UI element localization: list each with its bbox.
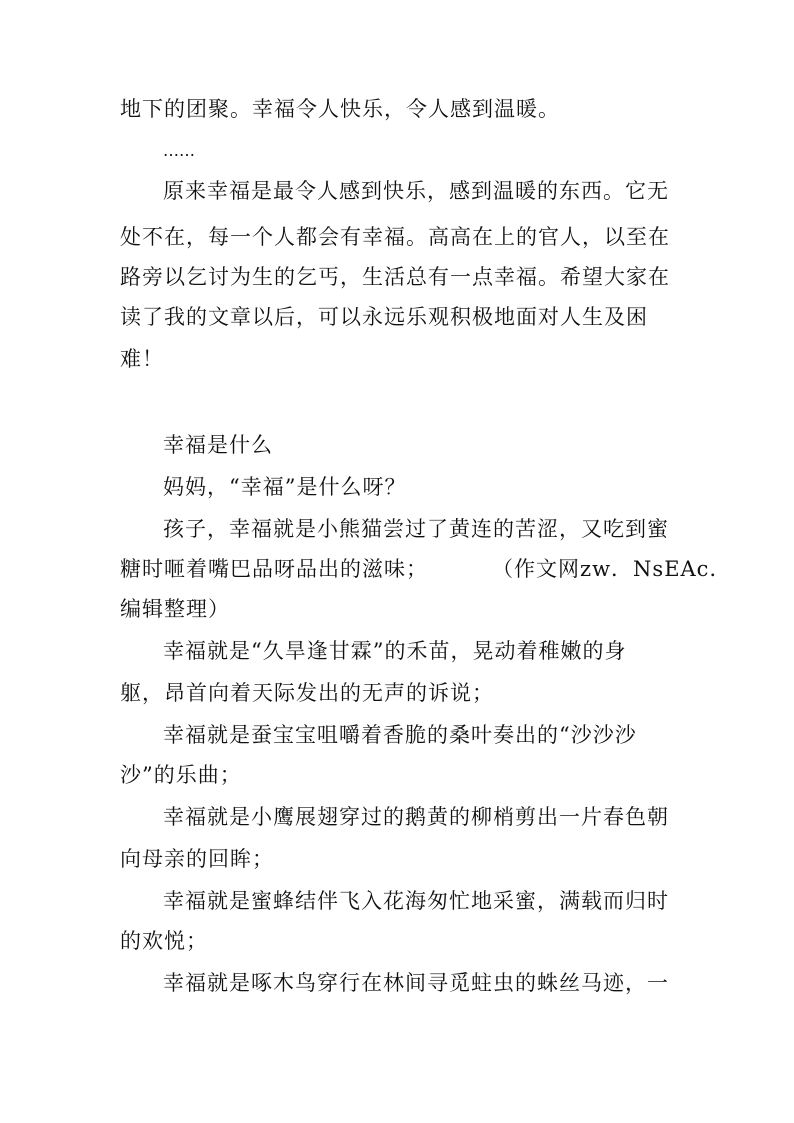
text-line: 地下的团聚。幸福令人快乐，令人感到温暖。 <box>120 97 560 121</box>
text-line: 孩子，幸福就是小熊猫尝过了黄连的苦涩，又吃到蜜 <box>163 517 669 541</box>
ellipsis-line: …… <box>163 141 195 160</box>
text-line: 躯，昂首向着天际发出的无声的诉说； <box>120 681 494 705</box>
text-line: 原来幸福是最令人感到快乐，感到温暖的东西。它无 <box>163 179 669 203</box>
text-line: 妈妈，“幸福”是什么呀？ <box>163 475 407 499</box>
text-fragment: （作文网zw．NsEAc． <box>492 557 732 581</box>
text-line <box>120 554 731 584</box>
section-heading: 幸福是什么 <box>163 433 273 457</box>
text-line: 幸福就是蜜蜂结伴飞入花海匆忙地采蜜，满载而归时 <box>163 889 669 913</box>
text-line: 幸福就是“久旱逢甘霖”的禾苗，晃动着稚嫩的身 <box>163 639 627 663</box>
text-line: 的欢悦； <box>120 929 208 953</box>
text-line: 沙”的乐曲； <box>120 763 242 787</box>
text-line: 幸福就是小鹰展翅穿过的鹅黄的柳梢剪出一片春色朝 <box>163 805 669 829</box>
text-line: 幸福就是啄木鸟穿行在林间寻觅蛀虫的蛛丝马迹，一 <box>163 971 669 995</box>
text-fragment: 糖时咂着嘴巴品呀品出的滋味； <box>120 557 428 581</box>
text-line: 读了我的文章以后，可以永远乐观积极地面对人生及困 <box>120 305 648 329</box>
text-line: 路旁以乞讨为生的乞丐，生活总有一点幸福。希望大家在 <box>120 265 670 289</box>
text-line: 幸福就是蚕宝宝咀嚼着香脆的桑叶奏出的“沙沙沙 <box>163 723 637 747</box>
text-line: 处不在，每一个人都会有幸福。高高在上的官人，以至在 <box>120 225 670 249</box>
text-line: 向母亲的回眸； <box>120 847 274 871</box>
text-line: 编辑整理） <box>120 597 230 621</box>
text-line: 难！ <box>120 347 164 371</box>
